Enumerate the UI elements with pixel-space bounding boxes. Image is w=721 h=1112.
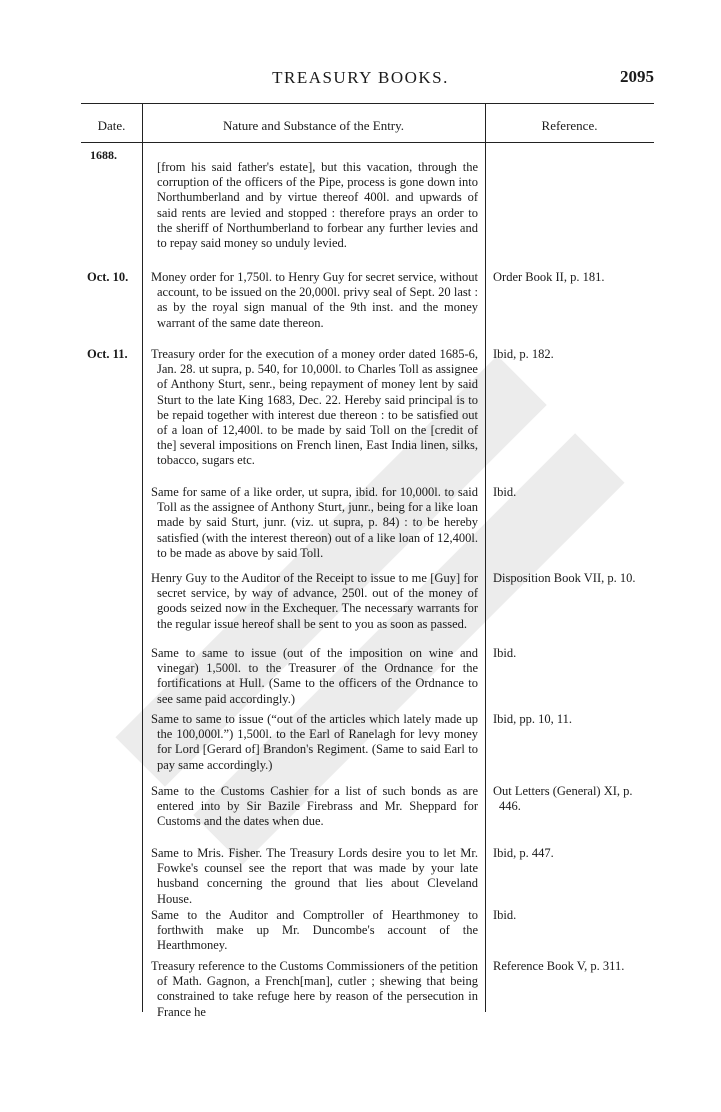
entry-text: Same to the Customs Cashier for a list of such bonds as are entered into by Sir Bazile Firebrass and Mr. Sheppard for Customs and the dates when due. bbox=[151, 784, 478, 829]
column-divider-reference bbox=[485, 103, 486, 1012]
entry-text: Treasury reference to the Customs Commissioners of the petition of Math. Gagnon, a French[man], cutler ; shewing that being constrained to take refuge here by reason of the persecution in France he bbox=[151, 959, 478, 1019]
entry-text: Same for same of a like order, ut supra, ibid. for 10,000l. to said Toll as the assignee of Anthony Sturt, junr., being for a like loan made by said Sturt, junr. (viz. ut supra, p. 84) : to be hereby satisfied (with the interest thereon) out of a like loan of 12,400l. to be made as above by said Toll. bbox=[151, 485, 478, 560]
entry-reference: Ibid, p. 182. bbox=[493, 347, 554, 361]
entry-date: Oct. 10. bbox=[87, 270, 129, 284]
entry-text: Same to same to issue (“out of the articles which lately made up the 100,000l.”) 1,500l. to the Earl of Ranelagh for levy money for Lord [Gerard of] Brandon's Regiment. (Same to said Earl to pay same accordingly.) bbox=[151, 712, 478, 772]
entry-reference: Ibid, pp. 10, 11. bbox=[493, 712, 573, 726]
entry-text: Henry Guy to the Auditor of the Receipt to issue to me [Guy] for secret service, by way of advance, 250l. out of the money of goods seized now in the Exchequer. The necessary warrants for the regular issue hereof shall be sent to you as soon as passed. bbox=[151, 571, 478, 631]
table-header-rule bbox=[81, 142, 654, 143]
entry-reference: Disposition Book VII, p. 10. bbox=[493, 571, 636, 585]
page-number: 2095 bbox=[620, 67, 654, 86]
column-header-date: Date. bbox=[97, 118, 126, 133]
entry-reference: Ibid. bbox=[493, 646, 517, 660]
column-header-reference: Reference. bbox=[541, 118, 598, 133]
entry-text: Same to the Auditor and Comptroller of Hearthmoney to forthwith make up Mr. Duncombe's account of the Hearthmoney. bbox=[151, 908, 478, 953]
entry-reference: Ibid, p. 447. bbox=[493, 846, 554, 860]
entry-text: [from his said father's estate], but this vacation, through the corruption of the officers of the Pipe, process is gone down into Northumberland and by virtue thereof 400l. and upwards of said rents are levied and stopped : therefore prays an order to the sheriff of Northumberland to forbear any further levies and to repay said money so unduly levied. bbox=[157, 160, 478, 251]
entry-date: Oct. 11. bbox=[87, 347, 128, 361]
column-header-nature: Nature and Substance of the Entry. bbox=[222, 118, 405, 133]
table-top-rule bbox=[81, 103, 654, 104]
entry-reference: Ibid. bbox=[493, 485, 517, 499]
entry-reference: Reference Book V, p. 311. bbox=[493, 959, 625, 973]
entry-reference: Order Book II, p. 181. bbox=[493, 270, 605, 284]
entry-text: Same to Mris. Fisher. The Treasury Lords desire you to let Mr. Fowke's counsel see the report that was made by your late husband concerning the ground that lies about Cleveland House. bbox=[151, 846, 478, 906]
entry-text: Treasury order for the execution of a money order dated 1685-6, Jan. 28. ut supra, p. 540, for 10,000l. to Charles Toll as assignee of Anthony Sturt, senr., being repayment of money lent by said Sturt to the late King 1683, Dec. 22. Hereby said principal is to be repaid together with interest due thereon : to be satisfied out of a loan of 12,400l. to be made by said Toll on the [credit of the] several impositions on French linen, East India linen, silks, tobacco, sugars etc. bbox=[151, 347, 478, 468]
year-marker: 1688. bbox=[90, 148, 117, 162]
running-title: TREASURY BOOKS. bbox=[272, 68, 449, 87]
entry-reference: Out Letters (General) XI, p. 446. bbox=[493, 784, 633, 814]
entry-text: Money order for 1,750l. to Henry Guy for secret service, without account, to be issued on the 20,000l. privy seal of Sept. 20 last : as by the royal sign manual of the 9th inst. and the money warrant of the same date thereon. bbox=[151, 270, 478, 330]
entry-reference: Ibid. bbox=[493, 908, 517, 922]
entry-text: Same to same to issue (out of the imposition on wine and vinegar) 1,500l. to the Treasurer of the Ordnance for the fortifications at Hull. (Same to the officers of the Ordnance to see same paid accordingly.) bbox=[151, 646, 478, 706]
column-divider-date bbox=[142, 103, 143, 1012]
